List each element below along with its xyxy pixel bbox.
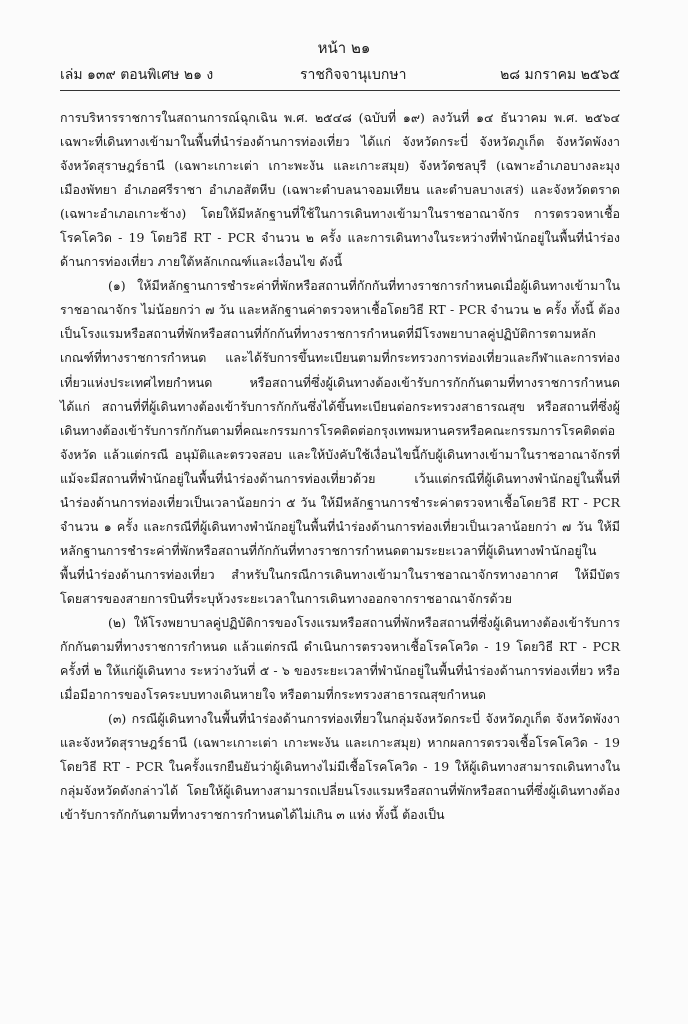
- item-1-paragraph: (๑) ให้มีหลักฐานการชำระค่าที่พักหรือสถานที่กักกันที่ทางราชการกำหนดเมื่อผู้เดินทางเข้ามาในราชอาณาจักร ไม่น้อยกว่า ๗ วัน และหลักฐานค่าตรวจหาเชื้อโดยวิธี RT - PCR จำนวน ๒ ครั้ง ทั้งนี้ ต้องเป็นโรงแรมหรือสถานที่พักหรือสถานที่กักกันที่ทางราชการกำหนดที่มีโรงพยาบาลคู่ปฏิบัติการตามหลักเกณฑ์ที่ทางราชการกำหนด และได้รับการขึ้นทะเบียนตามที่กระทรวงการท่องเที่ยวและกีฬาและการท่องเที่ยวแห่งประเทศไทยกำหนด หรือสถานที่ซึ่งผู้เดินทางต้องเข้ารับการกักกันตามที่ทางราชการกำหนด ได้แก่ สถานที่ที่ผู้เดินทางต้องเข้ารับการกักกันซึ่งได้ขึ้นทะเบียนต่อกระทรวงสาธารณสุข หรือสถานที่ซึ่งผู้เดินทางต้องเข้ารับการกักกันตามที่คณะกรรมการโรคติดต่อกรุงเทพมหานครหรือคณะกรรมการโรคติดต่อจังหวัด แล้วแต่กรณี อนุมัติและตรวจสอบ และให้บังคับใช้เงื่อนไขนี้กับผู้เดินทางเข้ามาในราชอาณาจักรที่แม้จะมีสถานที่พำนักอยู่ในพื้นที่นำร่องด้านการท่องเที่ยวด้วย เว้นแต่กรณีที่ผู้เดินทางพำนักอยู่ในพื้นที่นำร่องด้านการท่องเที่ยวเป็นเวลาน้อยกว่า ๕ วัน ให้มีหลักฐานการชำระค่าตรวจหาเชื้อโดยวิธี RT - PCR จำนวน ๑ ครั้ง และกรณีที่ผู้เดินทางพำนักอยู่ในพื้นที่นำร่องด้านการท่องเที่ยวเป็นเวลาน้อยกว่า ๗ วัน ให้มีหลักฐานการชำระค่าที่พักหรือสถานที่กักกันที่ทางราชการกำหนดตามระยะเวลาที่ผู้เดินทางพำนักอยู่ในพื้นที่นำร่องด้านการท่องเที่ยว สำหรับในกรณีการเดินทางเข้ามาในราชอาณาจักรทางอากาศ ให้มีบัตรโดยสารของสายการบินที่ระบุห้วงระยะเวลาในการเดินทางออกจากราชอาณาจักรด้วย: [60, 278, 620, 606]
- volume-issue: เล่ม ๑๓๙ ตอนพิเศษ ๒๑ ง: [60, 67, 214, 83]
- intro-paragraph: การบริหารราชการในสถานการณ์ฉุกเฉิน พ.ศ. ๒๕๔๘ (ฉบับที่ ๑๙) ลงวันที่ ๑๔ ธันวาคม พ.ศ. ๒๕๖๔ เฉพาะที่เดินทางเข้ามาในพื้นที่นำร่องด้านการท่องเที่ยว ได้แก่ จังหวัดกระบี่ จังหวัดภูเก็ต จังหวัดพังงา จังหวัดสุราษฎร์ธานี (เฉพาะเกาะเต่า เกาะพะงัน และเกาะสมุย) จังหวัดชลบุรี (เฉพาะอำเภอบางละมุง เมืองพัทยา อำเภอศรีราชา อำเภอสัตหีบ (เฉพาะตำบลนาจอมเทียน และตำบลบางเสร่) และจังหวัดตราด (เฉพาะอำเภอเกาะช้าง) โดยให้มีหลักฐานที่ใช้ในการเดินทางเข้ามาในราชอาณาจักร การตรวจหาเชื้อโรคโควิด - 19 โดยวิธี RT - PCR จำนวน ๒ ครั้ง และการเดินทางในระหว่างที่พำนักอยู่ในพื้นที่นำร่องด้านการท่องเที่ยว ภายใต้หลักเกณฑ์และเงื่อนไข ดังนี้: [60, 110, 620, 270]
- document-body: [60, 106, 620, 827]
- header-rule: [60, 90, 620, 91]
- item-2-paragraph: (๒) ให้โรงพยาบาลคู่ปฏิบัติการของโรงแรมหรือสถานที่พักหรือสถานที่ซึ่งผู้เดินทางต้องเข้ารับการกักกันตามที่ทางราชการกำหนด แล้วแต่กรณี ดำเนินการตรวจหาเชื้อโรคโควิด - 19 โดยวิธี RT - PCR ครั้งที่ ๒ ให้แก่ผู้เดินทาง ระหว่างวันที่ ๕ - ๖ ของระยะเวลาที่พำนักอยู่ในพื้นที่นำร่องด้านการท่องเที่ยว หรือเมื่อมีอาการของโรคระบบทางเดินหายใจ หรือตามที่กระทรวงสาธารณสุขกำหนด: [60, 614, 620, 703]
- item-3-paragraph: (๓) กรณีผู้เดินทางในพื้นที่นำร่องด้านการท่องเที่ยวในกลุ่มจังหวัดกระบี่ จังหวัดภูเก็ต จังหวัดพังงา และจังหวัดสุราษฎร์ธานี (เฉพาะเกาะเต่า เกาะพะงัน และเกาะสมุย) หากผลการตรวจเชื้อโรคโควิด - 19 โดยวิธี RT - PCR ในครั้งแรกยืนยันว่าผู้เดินทางไม่มีเชื้อโรคโควิด - 19 ให้ผู้เดินทางสามารถเดินทางในกลุ่มจังหวัดดังกล่าวได้ โดยให้ผู้เดินทางสามารถเปลี่ยนโรงแรมหรือสถานที่พักหรือสถานที่ซึ่งผู้เดินทางต้องเข้ารับการกักกันตามที่ทางราชการกำหนดได้ไม่เกิน ๓ แห่ง ทั้งนี้ ต้องเป็น: [60, 711, 620, 823]
- running-header: [60, 64, 620, 86]
- publication-date: ๒๘ มกราคม ๒๕๖๕: [500, 67, 620, 83]
- page-number: หน้า ๒๑: [317, 39, 371, 57]
- gazette-name: ราชกิจจานุเบกษา: [300, 67, 407, 83]
